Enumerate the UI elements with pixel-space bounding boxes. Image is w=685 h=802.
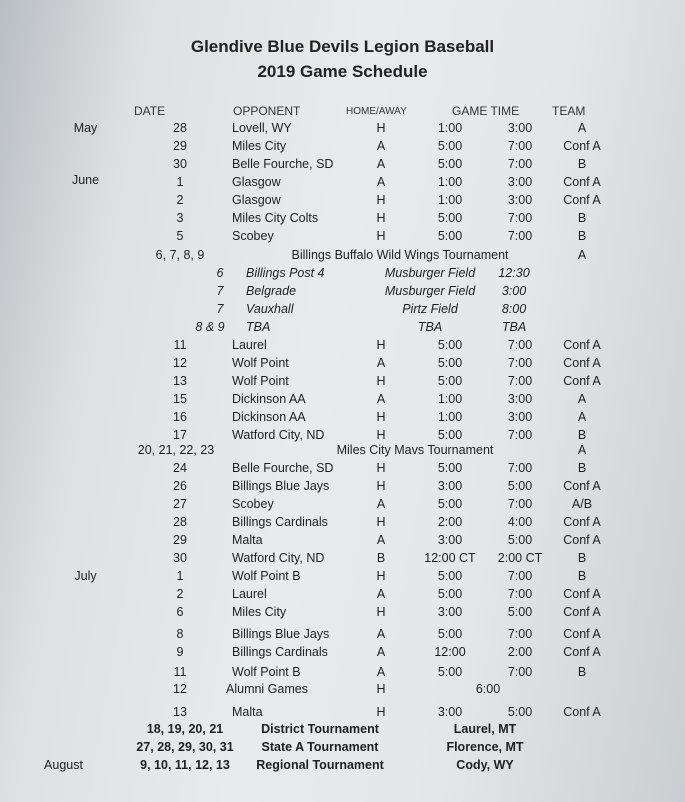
game-team: B	[577, 229, 587, 243]
game-ha: H	[376, 479, 386, 493]
game-opp: Laurel	[232, 587, 267, 601]
game-t2: 3:00	[507, 175, 533, 189]
game-ha: A	[376, 533, 386, 547]
game-t1: 5:00	[437, 338, 463, 352]
game-t1: 3:00	[437, 605, 463, 619]
game-team: Conf A	[563, 533, 601, 547]
alumni-home-away: H	[376, 682, 386, 696]
game-t2: 7:00	[507, 157, 533, 171]
game-date: 2	[176, 587, 184, 601]
game-opp: Miles City	[232, 139, 287, 153]
game-opp: Miles City	[232, 605, 287, 619]
game-opp: Malta	[232, 533, 263, 547]
game-date: 1	[176, 175, 184, 189]
game-team: A	[577, 392, 587, 406]
game-t2: 7:00	[507, 627, 533, 641]
game-team: Conf A	[563, 645, 601, 659]
event-dates: 18, 19, 20, 21	[146, 722, 224, 736]
game-t1: 5:00	[437, 356, 463, 370]
game-t2: 4:00	[507, 515, 533, 529]
tournament-team: A	[577, 443, 587, 457]
game-date: 6	[176, 605, 184, 619]
game-t1: 5:00	[437, 157, 463, 171]
game-t2: 7:00	[507, 461, 533, 475]
game-t2: 2:00	[507, 645, 533, 659]
game-team: Conf A	[563, 705, 601, 719]
game-team: Conf A	[563, 587, 601, 601]
event-loc: Laurel, MT	[453, 722, 517, 736]
event-dates: 27, 28, 29, 30, 31	[136, 740, 234, 754]
tournament-game-opp: Vauxhall	[246, 302, 294, 316]
game-opp: Glasgow	[232, 193, 281, 207]
game-ha: H	[376, 605, 386, 619]
tournament-game-date: 7	[216, 302, 224, 316]
page-subtitle: 2019 Game Schedule	[257, 62, 428, 81]
game-date: 12	[173, 356, 187, 370]
game-opp: Dickinson AA	[232, 392, 306, 406]
game-t2: 3:00	[507, 392, 533, 406]
game-t1: 5:00	[437, 627, 463, 641]
game-ha: H	[376, 193, 386, 207]
header-opponent: OPPONENT	[233, 104, 301, 118]
header-date: DATE	[134, 104, 166, 118]
tournament-game-opp: Billings Post 4	[246, 266, 325, 280]
game-ha: A	[376, 665, 386, 679]
game-t2: 5:00	[507, 533, 533, 547]
game-opp: Scobey	[232, 497, 274, 511]
game-date: 26	[173, 479, 187, 493]
game-ha: A	[376, 175, 386, 189]
game-t1: 2:00	[437, 515, 463, 529]
game-t1: 3:00	[437, 705, 463, 719]
game-date: 15	[173, 392, 187, 406]
game-t2: 5:00	[507, 479, 533, 493]
game-ha: H	[376, 229, 386, 243]
game-date: 3	[176, 211, 184, 225]
game-t2: 7:00	[507, 665, 533, 679]
game-t2: 7:00	[507, 497, 533, 511]
game-date: 28	[173, 121, 187, 135]
game-t2: 7:00	[507, 139, 533, 153]
game-date: 28	[173, 515, 187, 529]
game-ha: H	[376, 705, 386, 719]
header-team: TEAM	[552, 104, 586, 118]
game-t1: 1:00	[437, 410, 463, 424]
game-ha: A	[376, 139, 386, 153]
game-t2: 7:00	[507, 374, 533, 388]
game-opp: Wolf Point B	[232, 665, 301, 679]
header-game-time: GAME TIME	[452, 104, 520, 118]
tournament-name: Miles City Mavs Tournament	[336, 443, 494, 457]
game-opp: Wolf Point B	[232, 569, 301, 583]
game-team: Conf A	[563, 515, 601, 529]
game-team: Conf A	[563, 627, 601, 641]
tournament-game-loc: TBA	[417, 320, 443, 334]
game-t1: 5:00	[437, 497, 463, 511]
game-team: B	[577, 428, 587, 442]
game-date: 13	[173, 705, 187, 719]
game-opp: Belle Fourche, SD	[232, 461, 334, 475]
game-opp: Dickinson AA	[232, 410, 306, 424]
game-opp: Laurel	[232, 338, 267, 352]
game-date: 30	[173, 551, 187, 565]
tournament-team: A	[577, 248, 587, 262]
game-ha: H	[376, 338, 386, 352]
game-ha: H	[376, 428, 386, 442]
month-label: June	[71, 173, 100, 187]
tournament-game-loc: Musburger Field	[384, 284, 476, 298]
game-team: A/B	[571, 497, 593, 511]
event-dates: 9, 10, 11, 12, 13	[140, 758, 230, 772]
game-team: B	[577, 157, 587, 171]
game-ha: A	[376, 587, 386, 601]
game-ha: A	[376, 157, 386, 171]
game-t2: 7:00	[507, 229, 533, 243]
game-t2: 7:00	[507, 211, 533, 225]
game-date: 11	[173, 338, 187, 352]
tournament-game-date: 8 & 9	[195, 320, 225, 334]
game-opp: Glasgow	[232, 175, 281, 189]
game-t1: 3:00	[437, 479, 463, 493]
game-team: Conf A	[563, 356, 601, 370]
game-date: 2	[176, 193, 184, 207]
game-t1: 5:00	[437, 587, 463, 601]
alumni-name: Alumni Games	[226, 682, 308, 696]
tournament-game-loc: Musburger Field	[384, 266, 476, 280]
page-title: Glendive Blue Devils Legion Baseball	[190, 37, 495, 56]
game-date: 27	[173, 497, 187, 511]
tournament-game-date: 7	[216, 284, 224, 298]
event-name: Regional Tournament	[256, 758, 384, 772]
game-date: 30	[173, 157, 187, 171]
game-t1: 5:00	[437, 139, 463, 153]
game-t2: 2:00 CT	[497, 551, 543, 565]
game-opp: Lovell, WY	[232, 121, 292, 135]
game-team: Conf A	[563, 374, 601, 388]
game-ha: H	[376, 211, 386, 225]
game-ha: B	[376, 551, 386, 565]
tournament-game-time: 12:30	[498, 266, 530, 280]
month-label: July	[74, 569, 97, 583]
game-ha: A	[376, 392, 386, 406]
month-label: May	[73, 121, 98, 135]
game-t2: 7:00	[507, 338, 533, 352]
game-t1: 12:00	[434, 645, 466, 659]
game-team: A	[577, 121, 587, 135]
game-team: Conf A	[563, 139, 601, 153]
game-ha: H	[376, 515, 386, 529]
event-loc: Florence, MT	[446, 740, 524, 754]
header-home-away: HOME/AWAY	[346, 106, 407, 117]
game-t1: 5:00	[437, 428, 463, 442]
game-date: 9	[176, 645, 184, 659]
game-opp: Wolf Point	[232, 374, 289, 388]
game-team: Conf A	[563, 338, 601, 352]
alumni-time: 6:00	[475, 682, 501, 696]
game-t1: 5:00	[437, 569, 463, 583]
tournament-dates: 6, 7, 8, 9	[155, 248, 205, 262]
game-t2: 3:00	[507, 410, 533, 424]
game-team: Conf A	[563, 605, 601, 619]
game-t1: 1:00	[437, 175, 463, 189]
tournament-game-time: 3:00	[501, 284, 527, 298]
event-loc: Cody, WY	[456, 758, 514, 772]
game-t1: 5:00	[437, 665, 463, 679]
game-t2: 3:00	[507, 121, 533, 135]
game-team: B	[577, 211, 587, 225]
game-opp: Billings Cardinals	[232, 645, 328, 659]
game-t1: 5:00	[437, 374, 463, 388]
game-ha: H	[376, 569, 386, 583]
tournament-game-loc: Pirtz Field	[402, 302, 458, 316]
game-opp: Billings Cardinals	[232, 515, 328, 529]
game-t1: 5:00	[437, 211, 463, 225]
game-t2: 3:00	[507, 193, 533, 207]
game-date: 8	[176, 627, 184, 641]
event-name: District Tournament	[261, 722, 379, 736]
game-opp: Wolf Point	[232, 356, 289, 370]
tournament-game-time: 8:00	[501, 302, 527, 316]
game-ha: H	[376, 121, 386, 135]
game-t2: 7:00	[507, 356, 533, 370]
game-date: 1	[176, 569, 184, 583]
game-ha: A	[376, 497, 386, 511]
game-opp: Miles City Colts	[232, 211, 319, 225]
game-opp: Belle Fourche, SD	[232, 157, 334, 171]
game-opp: Watford City, ND	[232, 551, 325, 565]
game-date: 16	[173, 410, 187, 424]
game-ha: H	[376, 461, 386, 475]
game-t2: 5:00	[507, 605, 533, 619]
game-opp: Watford City, ND	[232, 428, 325, 442]
game-team: B	[577, 461, 587, 475]
game-opp: Billings Blue Jays	[232, 479, 330, 493]
game-ha: A	[376, 645, 386, 659]
game-team: B	[577, 665, 587, 679]
game-team: Conf A	[563, 479, 601, 493]
alumni-date: 12	[173, 682, 187, 696]
game-date: 29	[173, 139, 187, 153]
game-date: 13	[173, 374, 187, 388]
game-t1: 5:00	[437, 229, 463, 243]
game-t2: 7:00	[507, 569, 533, 583]
event-name: State A Tournament	[261, 740, 379, 754]
game-ha: H	[376, 410, 386, 424]
tournament-game-date: 6	[216, 266, 224, 280]
game-date: 5	[176, 229, 184, 243]
game-team: B	[577, 569, 587, 583]
game-t1: 12:00 CT	[424, 551, 476, 565]
game-t1: 3:00	[437, 533, 463, 547]
game-t1: 1:00	[437, 121, 463, 135]
tournament-game-opp: Belgrade	[246, 284, 297, 298]
game-team: A	[577, 410, 587, 424]
tournament-name: Billings Buffalo Wild Wings Tournament	[291, 248, 509, 262]
game-ha: H	[376, 374, 386, 388]
game-team: Conf A	[563, 193, 601, 207]
month-label: August	[44, 758, 83, 772]
game-date: 11	[173, 665, 187, 679]
game-opp: Scobey	[232, 229, 274, 243]
game-t2: 7:00	[507, 428, 533, 442]
game-date: 17	[173, 428, 187, 442]
game-t1: 1:00	[437, 392, 463, 406]
game-t1: 5:00	[437, 461, 463, 475]
game-t2: 7:00	[507, 587, 533, 601]
tournament-dates: 20, 21, 22, 23	[137, 443, 215, 457]
game-date: 24	[173, 461, 187, 475]
game-t1: 1:00	[437, 193, 463, 207]
game-ha: A	[376, 627, 386, 641]
tournament-game-opp: TBA	[246, 320, 271, 334]
tournament-game-time: TBA	[501, 320, 527, 334]
game-ha: A	[376, 356, 386, 370]
game-date: 29	[173, 533, 187, 547]
game-opp: Billings Blue Jays	[232, 627, 330, 641]
game-team: B	[577, 551, 587, 565]
game-team: Conf A	[563, 175, 601, 189]
game-opp: Malta	[232, 705, 263, 719]
game-t2: 5:00	[507, 705, 533, 719]
